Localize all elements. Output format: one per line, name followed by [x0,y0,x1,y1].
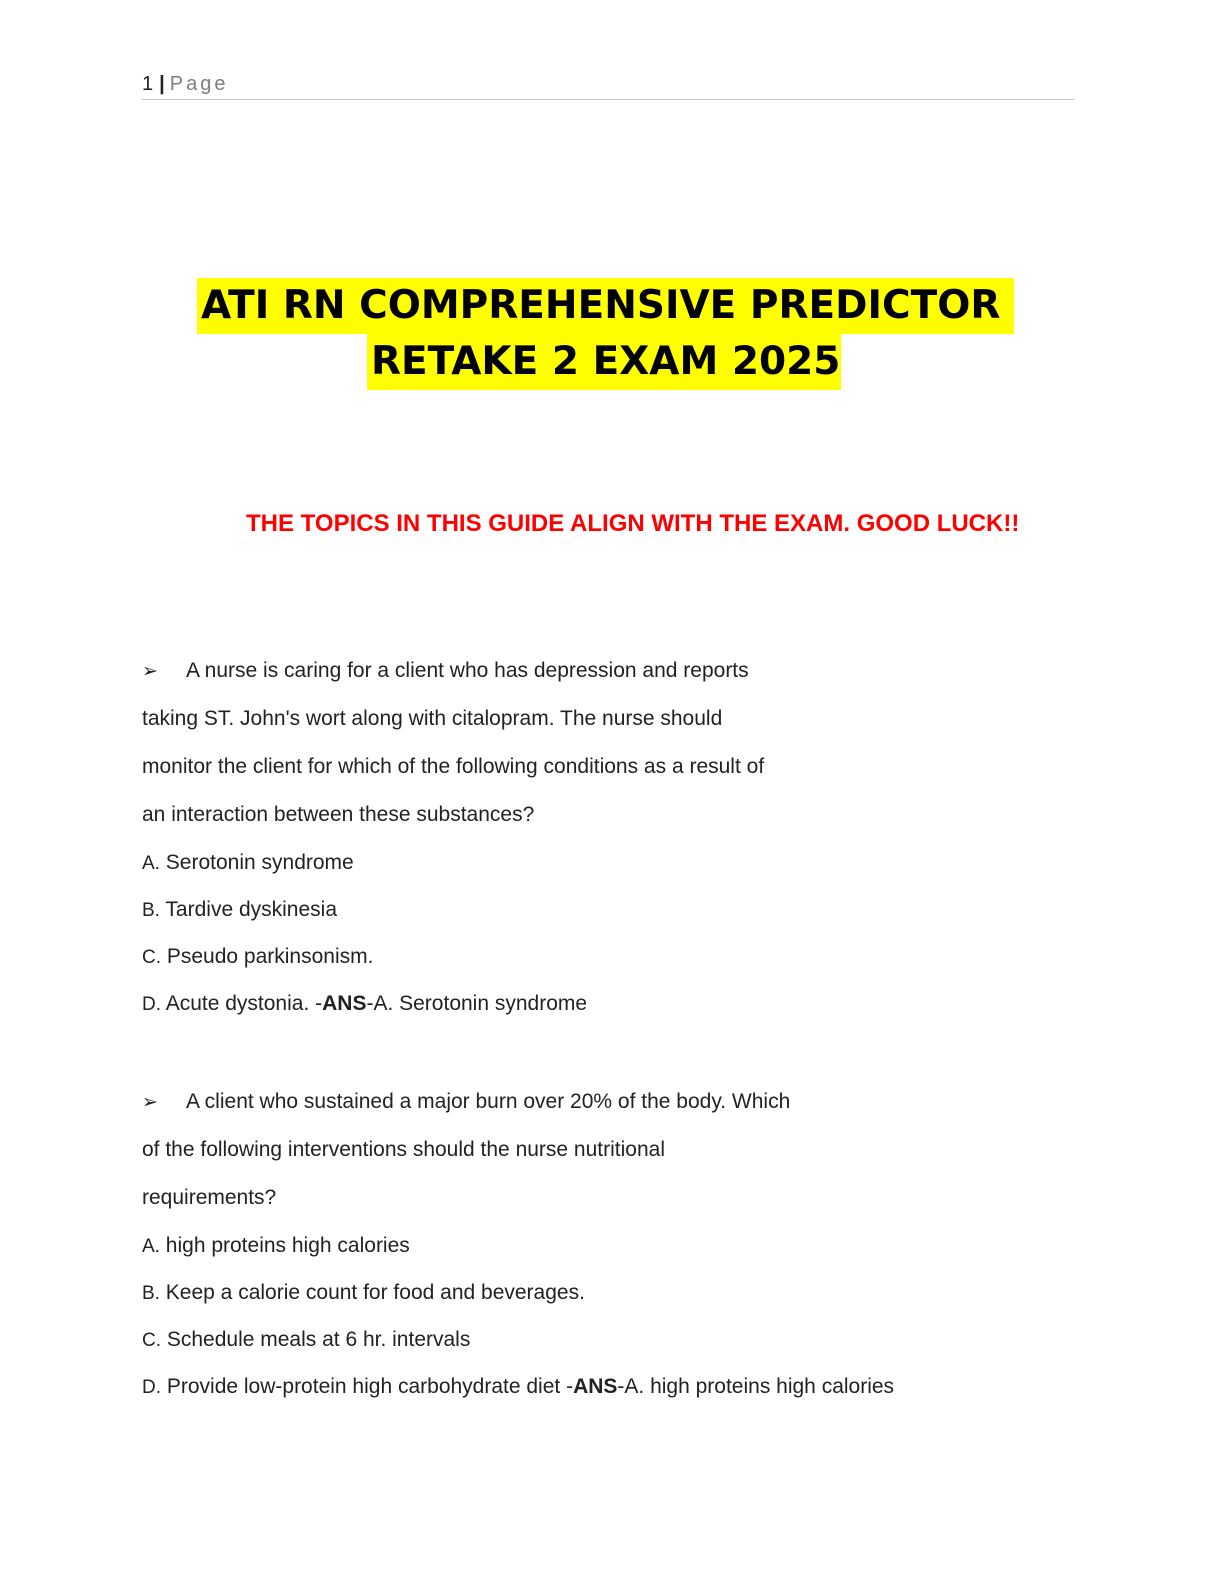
answer-label: ANS [322,992,367,1015]
option-c: C. Schedule meals at 6 hr. intervals [142,1328,471,1351]
option-b: B. Tardive dyskinesia [142,898,338,921]
answer-text: -A. high proteins high calories [617,1375,895,1398]
option-b: B. Keep a calorie count for food and beverages. [142,1281,585,1304]
question-stem-line: an interaction between these substances? [142,803,535,826]
arrow-bullet-icon: ➢ [142,1092,158,1113]
title-line-2: RETAKE 2 EXAM 2025 [367,334,841,390]
question-stem-line: of the following interventions should the nurse nutritional [142,1138,665,1161]
option-c: C. Pseudo parkinsonism. [142,945,374,968]
page-word: Page [169,73,229,95]
answer-text: -A. Serotonin syndrome [366,992,588,1015]
page-number: 1 [142,73,154,95]
option-d: D. Acute dystonia. -ANS-A. Serotonin syndrome [142,992,588,1015]
question-stem-line: requirements? [142,1186,277,1209]
question-2 [142,1083,894,1415]
question-stem-line: monitor the client for which of the following conditions as a result of [142,755,765,778]
question-stem-line: ➢ A client who sustained a major burn over 20% of the body. Which [142,1083,894,1131]
question-stem-line: taking ST. John's wort along with citalopram. The nurse should [142,707,723,730]
option-a: A. high proteins high calories [142,1234,410,1257]
option-d: D. Provide low-protein high carbohydrate diet -ANS-A. high proteins high calories [142,1375,895,1398]
arrow-bullet-icon: ➢ [142,661,158,682]
answer-label: ANS [573,1375,618,1398]
page-separator: | [159,73,165,95]
title-line-1: ATI RN COMPREHENSIVE PREDICTOR [197,278,1014,334]
subtitle: THE TOPICS IN THIS GUIDE ALIGN WITH THE EXAM. GOOD LUCK!! [246,510,1020,537]
option-a: A. Serotonin syndrome [142,851,354,874]
question-1 [142,652,764,1032]
question-stem-line: ➢ A nurse is caring for a client who has depression and reports [142,652,764,700]
page-header [142,70,1074,100]
